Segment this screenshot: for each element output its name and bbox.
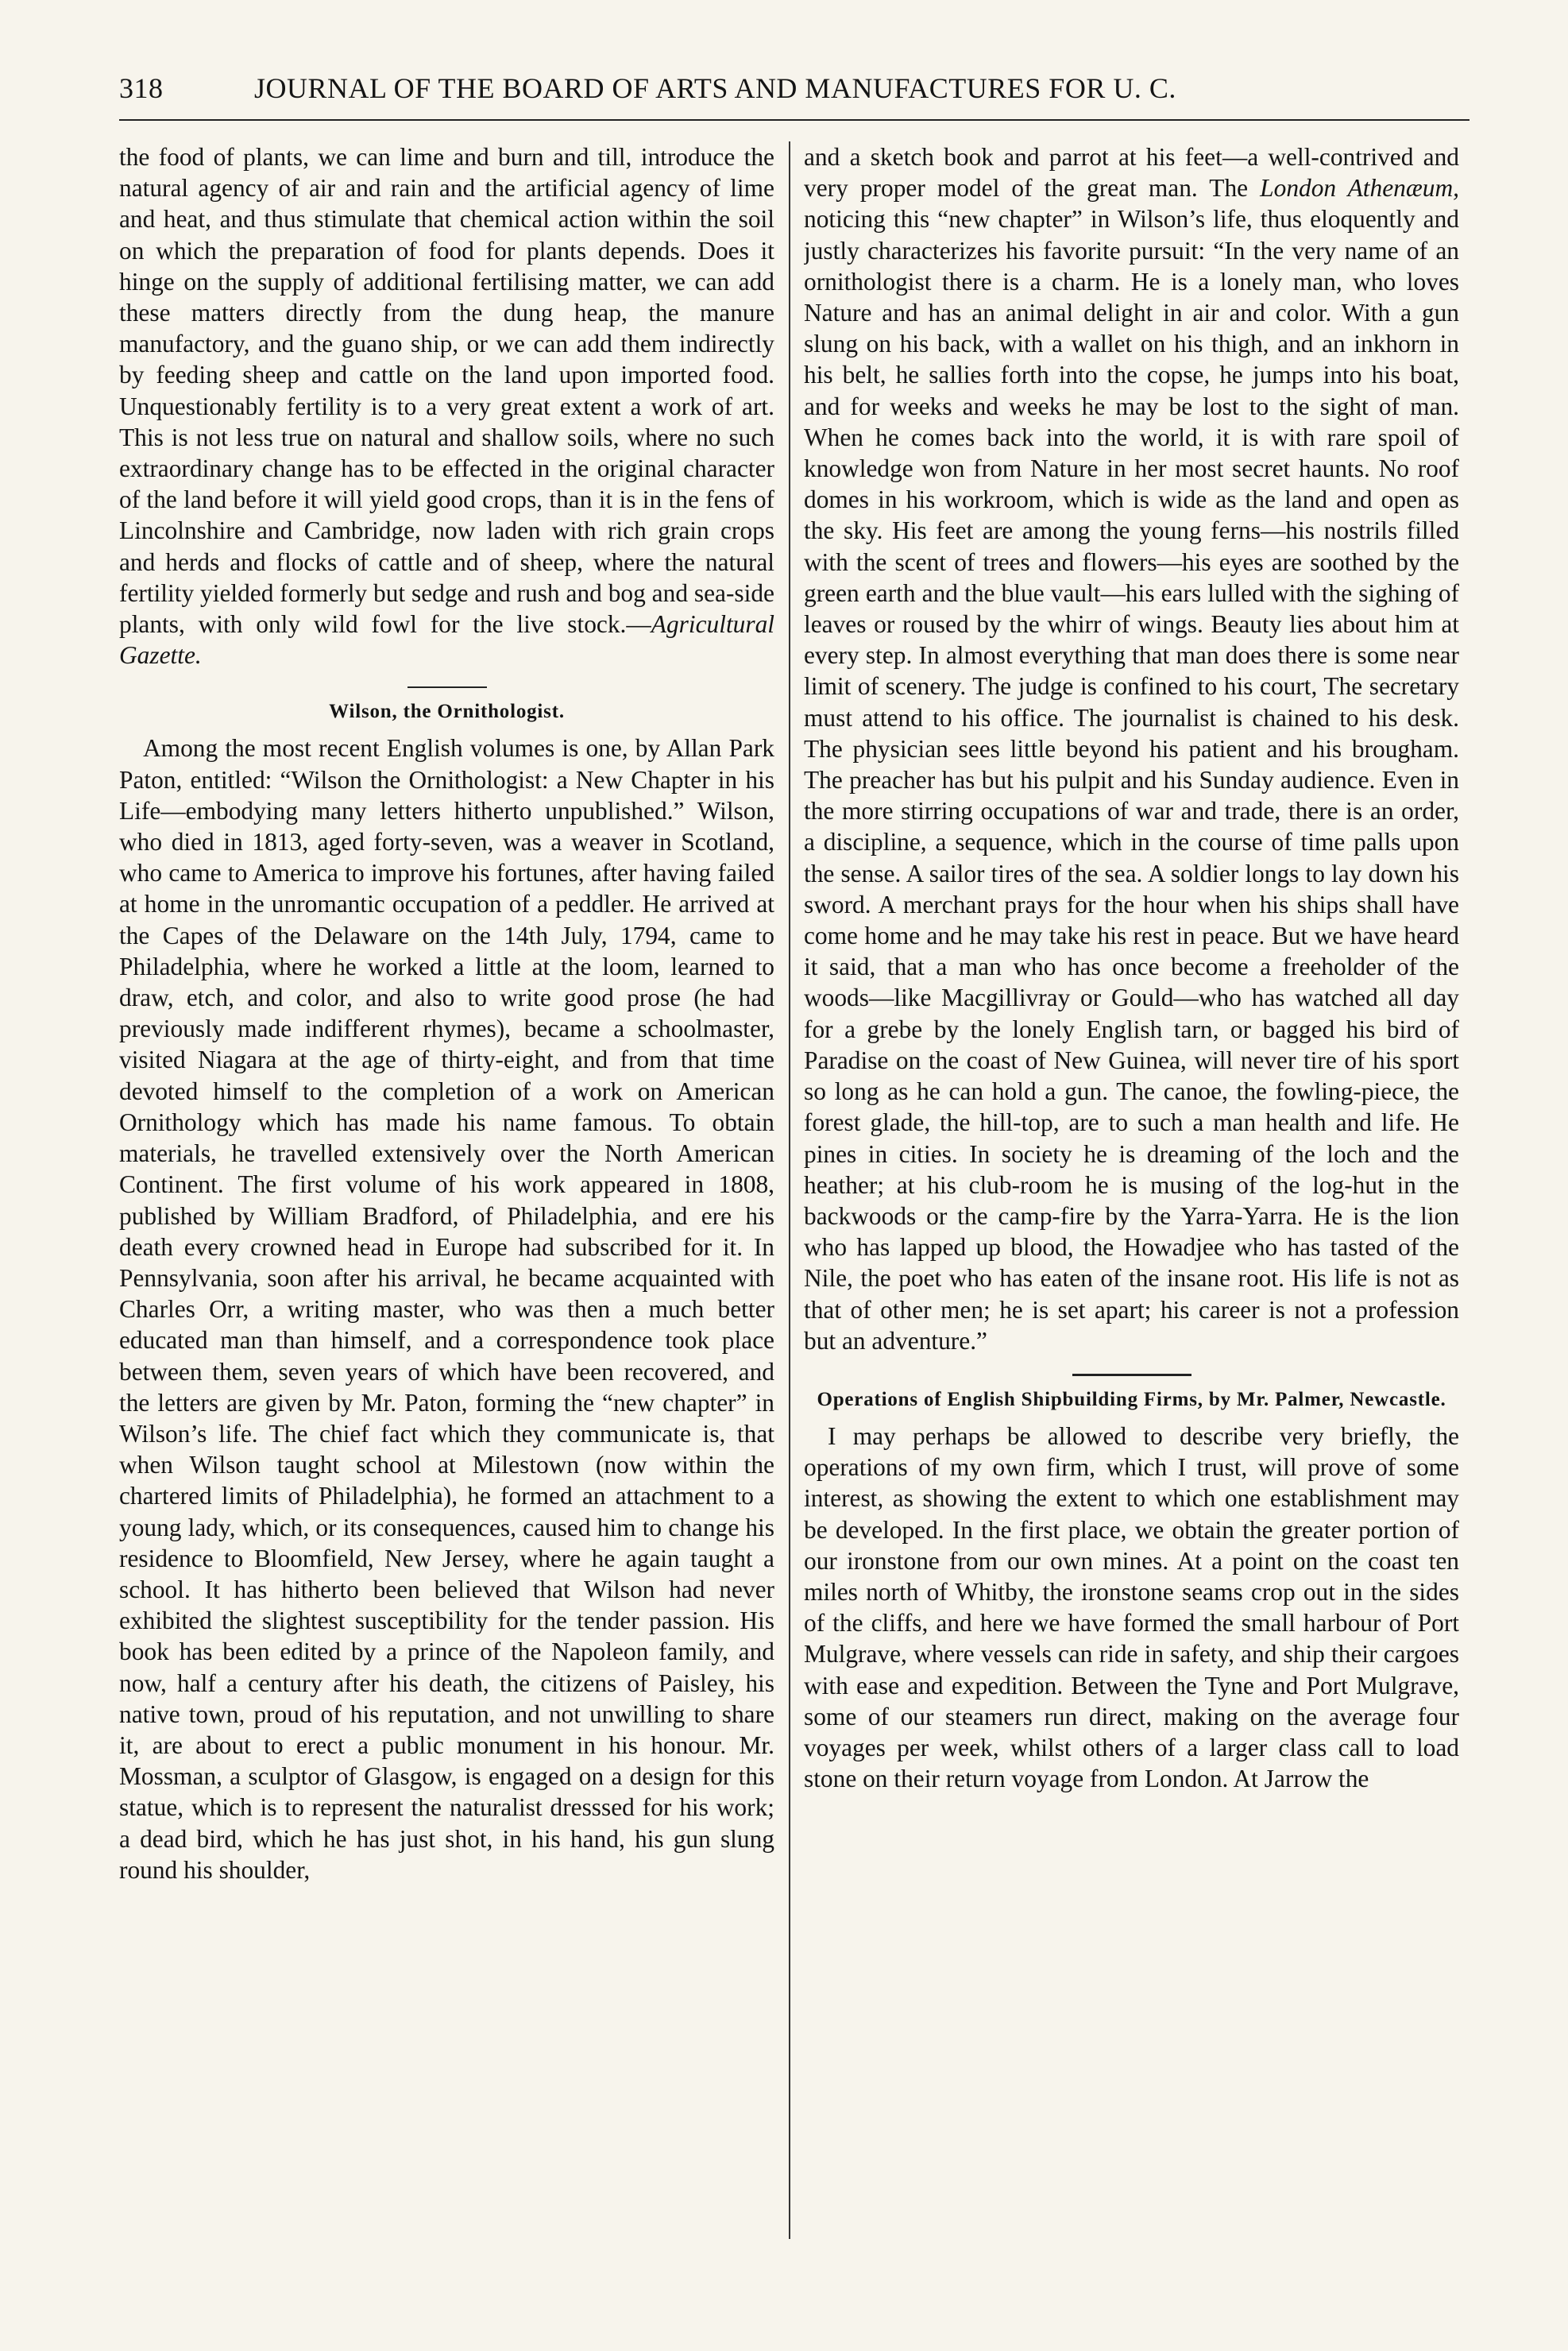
header-rule	[119, 119, 1470, 121]
page-number: 318	[119, 72, 164, 104]
wilson-section-title: Wilson, the Ornithologist.	[329, 701, 565, 723]
section-divider-2	[1072, 1374, 1191, 1376]
wilson-continued-text-b: noticing this “new chapter” in Wilson’s life, thus eloquently and justly characterizes his favorite pursuit: “In the very name of an ornithologist there is a charm. He is a lonely man, who loves Nature and has an animal delight in air and color. With a gun slung on his back, with a wallet on his thigh, and an inkhorn in his belt, he sallies forth into the copse, he jumps into his boat, and for weeks and weeks he may be lost to the sight of man. When he comes back into the world, it is with rare spoil of knowledge won from Nature in her most secret haunts. No roof domes in his workroom, which is wide as the land and open as the sky. His feet are among the young ferns—his nostrils filled with the scent of trees and flowers—his eyes are soothed by the green earth and the blue vault—his ears lulled with the sighing of leaves or roused by the whirr of wings. Beauty lies about him at every step. In almost everything that man does there is some near limit of scenery. The judge is confined to his court, The secretary must attend to his office. The journalist is chained to his desk. The physician sees little beyond his patient and his brougham. The preacher has but his pulpit and his Sunday audience. Even in the more stirring occupations of war and trade, there is an order, a discipline, a sequence, which in the course of time palls upon the sense. A sailor tires of the sea. A soldier longs to lay down his sword. A merchant prays for the hour when his ships shall have come home and he may take his rest in peace. But we have heard it said, that a man who has once become a freeholder of the woods—like Macgillivray or Gould—who has watched all day for a grebe by the lonely English tarn, or bagged his bird of Paradise on the coast of New Guinea, will never tire of his sport so long as he can hold a gun. The canoe, the fowling-piece, the forest glade, the hill-top, are to such a man health and life. He pines in cities. In society he is dreaming of the loch and the heather; at his club-room he is musing of the log-hut in the backwoods or the camp-fire by the Yarra-Yarra. He is the lion who has lapped up blood, the Howadjee who has tasted of the Nile, the poet who has eaten of the insane root. His life is not as that of other men; he is set apart; his career is not a profession but an adventure.”	[804, 205, 1459, 1355]
agriculture-text: the food of plants, we can lime and burn and till, introduce the natural agency of air and rain and the artificial agency of lime and heat, and thus stimulate that chemical action within the soil on which the preparation of food for plants depends. Does it hinge on the supply of additional fertilising matter, we can add these matters directly from the dung heap, the manure manufactory, and the guano ship, or we can add them indirectly by feeding sheep and cattle on the land upon imported food. Unquestionably fertility is to a very great extent a work of art. This is not less true on natural and shallow soils, where no such extraordinary change has to be effected in the original character of the land before it will yield good crops, than it is in the fens of Lincolnshire and Cambridge, now laden with rich grain crops and herds and flocks of cattle and of sheep, where the natural fertility yielded formerly but sedge and rush and bog and sea-side plants, with only wild fowl for the live stock.—	[119, 143, 774, 639]
wilson-continued-paragraph	[804, 141, 1459, 1356]
wilson-continued-text-a: and a sketch book and parrot at his feet—a well-contrived and very proper model of the great man. The	[804, 143, 1459, 203]
wilson-paragraph: Among the most recent English volumes is one, by Allan Park Paton, entitled: “Wilson the Ornithologist: a New Chapter in his Life—embodying many letters hitherto unpublished.” Wilson, who died in 1813, aged forty-seven, was a weaver in Scotland, who came to America to improve his fortunes, after having failed at home in the unromantic occupation of a peddler. He arrived at the Capes of the Delaware on the 14th July, 1794, came to Philadelphia, where he worked a little at the loom, learned to draw, etch, and color, and also to write good prose (he had previously made indifferent rhymes), became a schoolmaster, visited Niagara at the age of thirty-eight, and from that time devoted himself to the completion of a work on American Ornithology which has made his name famous. To obtain materials, he travelled extensively over the North American Continent. The first volume of his work appeared in 1808, published by William Bradford, of Philadelphia, and ere his death every crowned head in Europe had subscribed for it. In Pennsylvania, soon after his arrival, he became acquainted with Charles Orr, a writing master, who was then a much better educated man than himself, and a correspondence took place between them, seven years of which have been recovered, and the letters are given by Mr. Paton, forming the “new chapter” in Wilson’s life. The chief fact which they communicate is, that when Wilson taught school at Milestown (now within the chartered limits of Philadelphia), he formed an attachment to a young lady, which, or its consequences, caused him to change his residence to Bloomfield, New Jersey, where he again taught a school. It has hitherto been believed that Wilson had never exhibited the slightest susceptibility for the tender passion. His book has been edited by a prince of the Napoleon family, and now, half a century after his death, the citizens of Paisley, his native town, proud of his reputation, and not unwilling to share it, are about to erect a public monument in his honour. Mr. Mossman, a sculptor of Glasgow, is engaged on a design for this statue, which is to represent the naturalist dresssed for his work; a dead bird, which he has just shot, in his hand, his gun slung round his shoulder,	[119, 734, 774, 1884]
page-header	[119, 65, 1470, 113]
running-title: JOURNAL OF THE BOARD OF ARTS AND MANUFACTURES FOR U. C.	[254, 72, 1176, 104]
left-column	[119, 141, 774, 2255]
shipbuilding-paragraph: I may perhaps be allowed to describe very briefly, the operations of my own firm, which I trust, will prove of some interest, as showing the extent to which one establishment may be developed. In the first place, we obtain the greater portion of our ironstone from our own mines. At a point on the coast ten miles north of Whitby, the ironstone seams crop out in the sides of the cliffs, and here we have formed the small harbour of Port Mulgrave, where vessels can ride in safety, and ship their cargoes with ease and expedition. Between the Tyne and Port Mulgrave, some of our steamers run direct, making on the average four voyages per week, whilst others of a larger class call to load stone on their return voyage from London. At Jarrow the	[804, 1421, 1459, 1793]
right-column	[804, 141, 1459, 2255]
shipbuilding-section-title: Operations of English Shipbuilding Firms, by Mr. Palmer, Newcastle.	[817, 1388, 1446, 1410]
section-divider	[407, 686, 487, 688]
athenaeum-title: London Athenæum,	[1260, 174, 1459, 203]
column-divider	[789, 141, 790, 2239]
source-citation: Agricultural Gazette.	[119, 610, 774, 670]
agriculture-paragraph	[119, 141, 774, 671]
